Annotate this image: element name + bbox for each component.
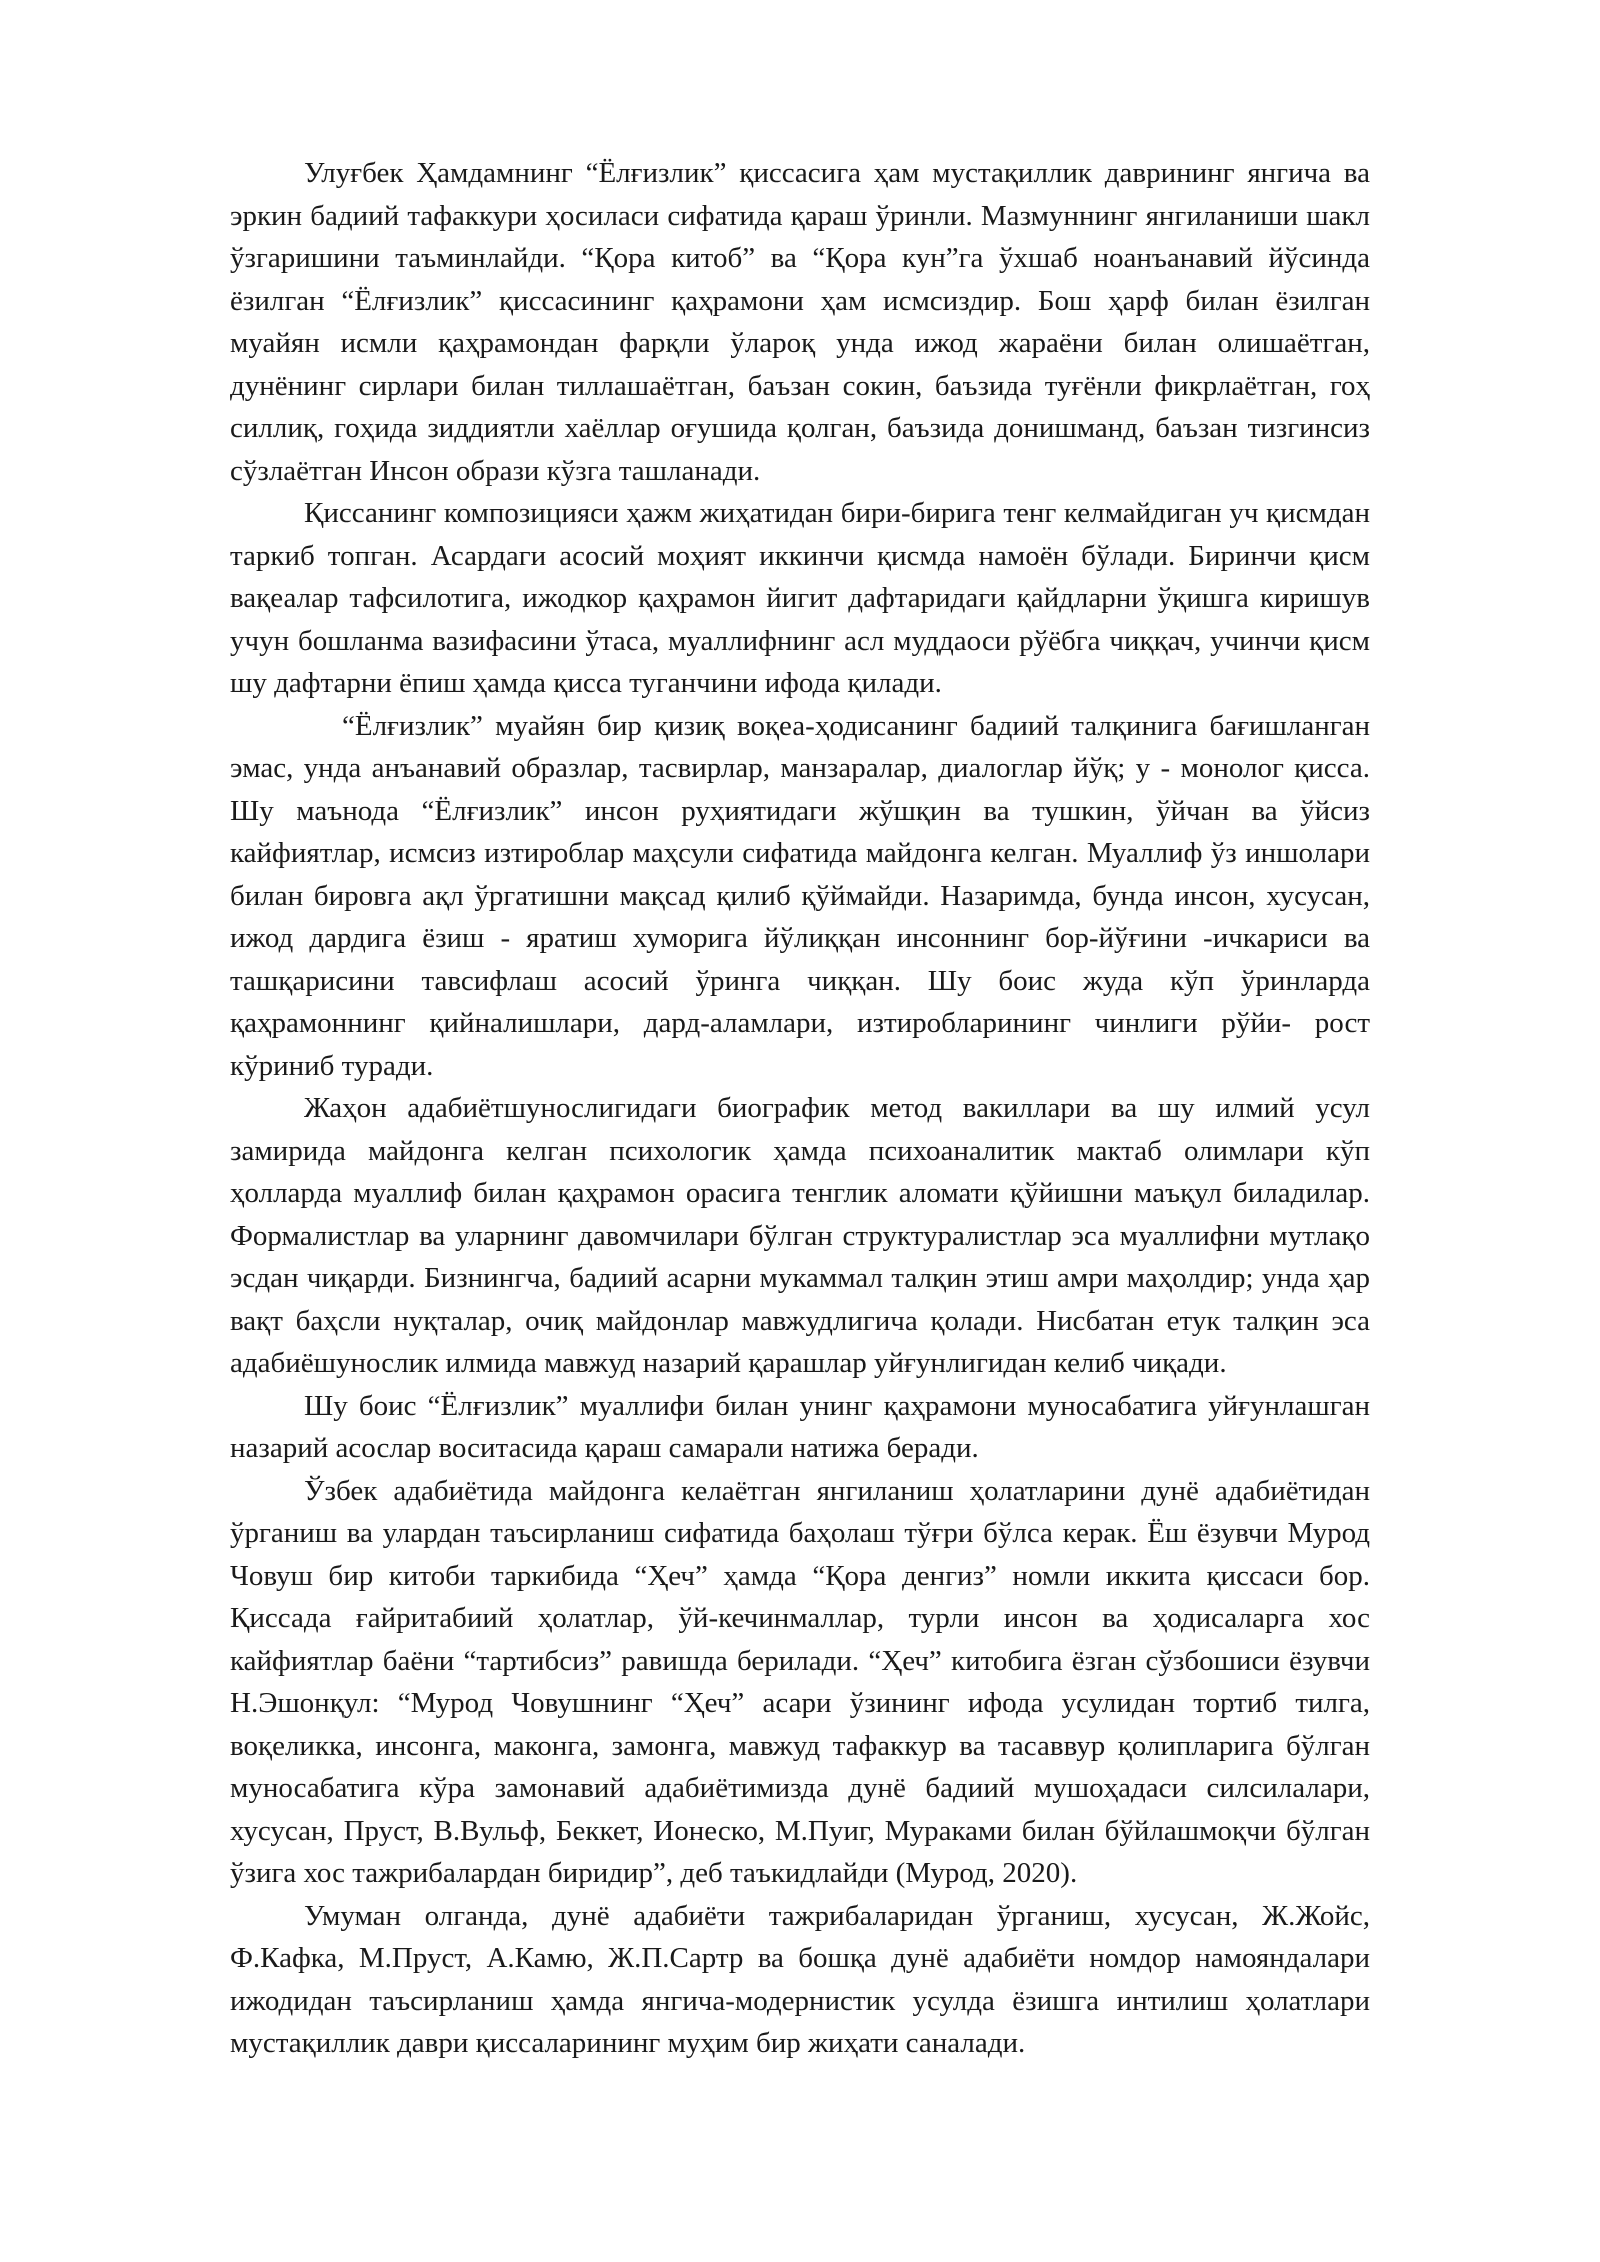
paragraph-6: Ўзбек адабиётида майдонга келаётган янгиланиш ҳолатларини дунё адабиётидан ўрганиш ва улардан таъсирланиш сифатида баҳолаш тўғри бўлса керак. Ёш ёзувчи Мурод Човуш бир китоби таркибида “Ҳеч” ҳамда “Қора денгиз” номли иккита қиссаси бор. Қиссада ғайритабиий ҳолатлар, ўй-кечинмаллар, турли инсон ва ҳодисаларга хос кайфиятлар баёни “тартибсиз” равишда берилади. “Ҳеч” китобига ёзган сўзбошиси ёзувчи Н.Эшонқул: “Мурод Човушнинг “Ҳеч” асари ўзининг ифода усулидан тортиб тилга, воқеликка, инсонга, маконга, замонга, мавжуд тафаккур ва тасаввур қолипларига бўлган муносабатига кўра замонавий адабиётимизда дунё бадиий мушоҳадаси силсилалари, хусусан, Пруст, В.Вульф, Беккет, Ионеско, М.Пуиг, Мураками билан бўйлашмоқчи бўлган ўзига хос тажрибалардан биридир”, деб таъкидлайди (Мурод, 2020). <box>230 1474 1370 1889</box>
paragraph-2: Қиссанинг композицияси ҳажм жиҳатидан бири-бирига тенг келмайдиган уч қисмдан таркиб топган. Асардаги асосий моҳият иккинчи қисмда намоён бўлади. Биринчи қисм вақеалар тафсилотига, ижодкор қаҳрамон йигит дафтаридаги қайдларни ўқишга киришув учун бошланма вазифасини ўтаса, муаллифнинг асл муддаоси рўёбга чиққач, учинчи қисм шу дафтарни ёпиш ҳамда қисса туганчини ифода қилади. <box>230 497 1370 699</box>
paragraph-1: Улуғбек Ҳамдамнинг “Ёлғизлик” қиссасига ҳам мустақиллик даврининг янгича ва эркин бадиий тафаккури ҳосиласи сифатида қараш ўринли. Мазмуннинг янгиланиши шакл ўзгаришини таъминлайди. “Қора китоб” ва “Қора кун”га ўхшаб ноанъанавий йўсинда ёзилган “Ёлғизлик” қиссасининг қаҳрамони ҳам исмсиздир. Бош ҳарф билан ёзилган муайян исмли қаҳрамондан фарқли ўлароқ унда ижод жараёни билан олишаётган, дунёнинг сирлари билан тиллашаётган, баъзан сокин, баъзида туғёнли фикрлаётган, гоҳ силлиқ, гоҳида зиддиятли хаёллар оғушида қолган, баъзида донишманд, баъзан тизгинсиз сўзлаётган Инсон образи кўзга ташланади. <box>230 157 1370 487</box>
paragraph-5: Шу боис “Ёлғизлик” муаллифи билан унинг қаҳрамони муносабатига уйғунлашган назарий асослар воситасида қараш самарали натижа беради. <box>230 1389 1370 1464</box>
paragraph-7: Умуман олганда, дунё адабиёти тажрибаларидан ўрганиш, хусусан, Ж.Жойс, Ф.Кафка, М.Пруст, А.Камю, Ж.П.Сартр ва бошқа дунё адабиёти номдор намояндалари ижодидан таъсирланиш ҳамда янгича-модернистик усулда ёзишга интилиш ҳолатлари мустақиллик даври қиссаларининг муҳим бир жиҳати саналади. <box>230 1899 1370 2059</box>
paragraph-4: Жаҳон адабиётшунослигидаги биографик метод вакиллари ва шу илмий усул замирида майдонга келган психологик ҳамда психоаналитик мактаб олимлари кўп ҳолларда муаллиф билан қаҳрамон орасига тенглик аломати қўйишни маъқул биладилар. Формалистлар ва уларнинг давомчилари бўлган структуралистлар эса муаллифни мутлақо эсдан чиқарди. Бизнингча, бадиий асарни мукаммал талқин этиш амри маҳолдир; унда ҳар вақт баҳсли нуқталар, очиқ майдонлар мавжудлигича қолади. Нисбатан етук талқин эса адабиёшунослик илмида мавжуд назарий қарашлар уйғунлигидан келиб чиқади. <box>230 1092 1370 1379</box>
article-body <box>230 152 1370 2065</box>
paragraph-3: “Ёлғизлик” муайян бир қизиқ воқеа-ҳодисанинг бадиий талқинига бағишланган эмас, унда анъанавий образлар, тасвирлар, манзаралар, диалоглар йўқ; у - монолог қисса. Шу маънода “Ёлғизлик” инсон руҳиятидаги жўшқин ва тушкин, ўйчан ва ўйсиз кайфиятлар, исмсиз изтироблар маҳсули сифатида майдонга келган. Муаллиф ўз иншолари билан бировга ақл ўргатишни мақсад қилиб қўймайди. Назаримда, бунда инсон, хусусан, ижод дардига ёзиш - яратиш хуморига йўлиққан инсоннинг бор-йўғини -ичкариси ва ташқарисини тавсифлаш асосий ўринга чиққан. Шу боис жуда кўп ўринларда қаҳрамоннинг қийналишлари, дард-аламлари, изтиробларининг чинлиги рўйи- рост кўриниб туради. <box>230 709 1370 1082</box>
